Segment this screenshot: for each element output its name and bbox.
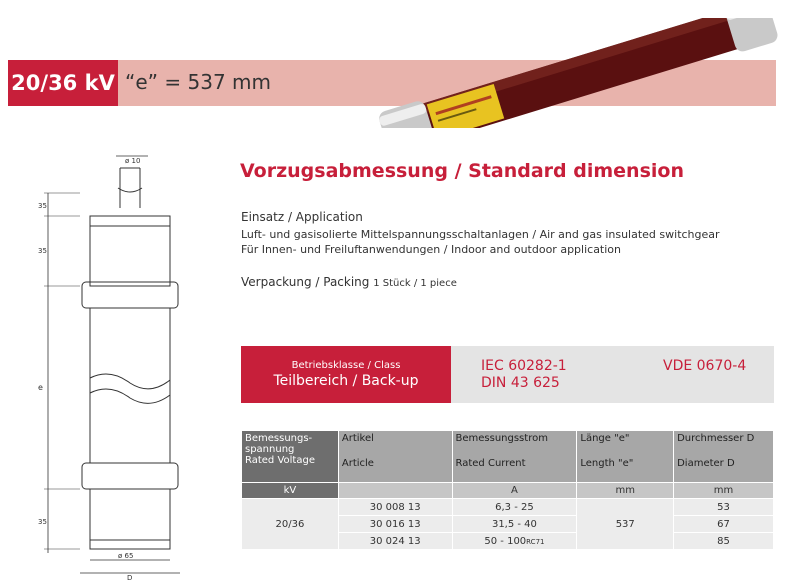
unit-voltage: kV	[242, 483, 339, 499]
voltage-badge: 20/36 kV	[8, 60, 118, 106]
dim-35-bottom: 35	[38, 518, 47, 526]
dim-diameter-65: ø 65	[118, 552, 134, 560]
application-line-2: Für Innen- und Freiluftanwendungen / Indoor and outdoor application	[241, 243, 621, 256]
dim-diameter-D: D	[127, 574, 133, 580]
rating-table	[241, 430, 774, 550]
cell-article: 30 008 13	[338, 499, 452, 516]
unit-diameter: mm	[674, 483, 774, 499]
header-article: Artikel Article	[338, 431, 452, 483]
class-small-label: Betriebsklasse / Class	[291, 360, 401, 371]
page-title: Vorzugsabmessung / Standard dimension	[240, 160, 684, 182]
current-suffix: RC71	[526, 537, 545, 546]
packing-value: 1 Stück / 1 piece	[373, 278, 457, 289]
header-voltage: Bemessungs- spannung Rated Voltage	[242, 431, 339, 483]
cell-diameter: 67	[674, 516, 774, 533]
class-main-label: Teilbereich / Back-up	[273, 373, 419, 389]
unit-length: mm	[577, 483, 674, 499]
table-row	[242, 499, 774, 516]
cell-length: 537	[577, 499, 674, 550]
cell-voltage: 20/36	[242, 499, 339, 550]
unit-current: A	[452, 483, 577, 499]
table-header-row	[242, 431, 774, 483]
application-line-1: Luft- und gasisolierte Mittelspannungsschaltanlagen / Air and gas insulated switchgear	[241, 228, 720, 241]
application-heading: Einsatz / Application	[241, 210, 363, 224]
table-unit-row	[242, 483, 774, 499]
packing-label: Verpackung / Packing	[241, 275, 374, 289]
dim-35-cap: 35	[38, 247, 47, 255]
header-diameter: Durchmesser D Diameter D	[674, 431, 774, 483]
fuse-image	[364, 18, 784, 128]
cell-diameter: 85	[674, 533, 774, 550]
header-current: Bemessungsstrom Rated Current	[452, 431, 577, 483]
dim-e: e	[38, 383, 43, 392]
dim-pin-diameter: ø 10	[125, 157, 141, 165]
unit-article	[338, 483, 452, 499]
cell-article: 30 016 13	[338, 516, 452, 533]
cell-current: 6,3 - 25	[452, 499, 577, 516]
dim-35-top: 35	[38, 202, 47, 210]
cell-diameter: 53	[674, 499, 774, 516]
e-length-label: “e” = 537 mm	[125, 70, 271, 94]
standard-iec: IEC 60282-1	[481, 358, 567, 374]
standards-box	[451, 346, 774, 403]
cell-current: 31,5 - 40	[452, 516, 577, 533]
header-length: Länge "e" Length "e"	[577, 431, 674, 483]
packing-info	[241, 275, 457, 289]
cell-current: 50 - 100RC71	[452, 533, 577, 550]
standard-din: DIN 43 625	[481, 375, 560, 391]
dimension-drawing	[30, 148, 200, 580]
standard-vde: VDE 0670-4	[663, 358, 747, 374]
cell-article: 30 024 13	[338, 533, 452, 550]
class-box	[241, 346, 451, 403]
